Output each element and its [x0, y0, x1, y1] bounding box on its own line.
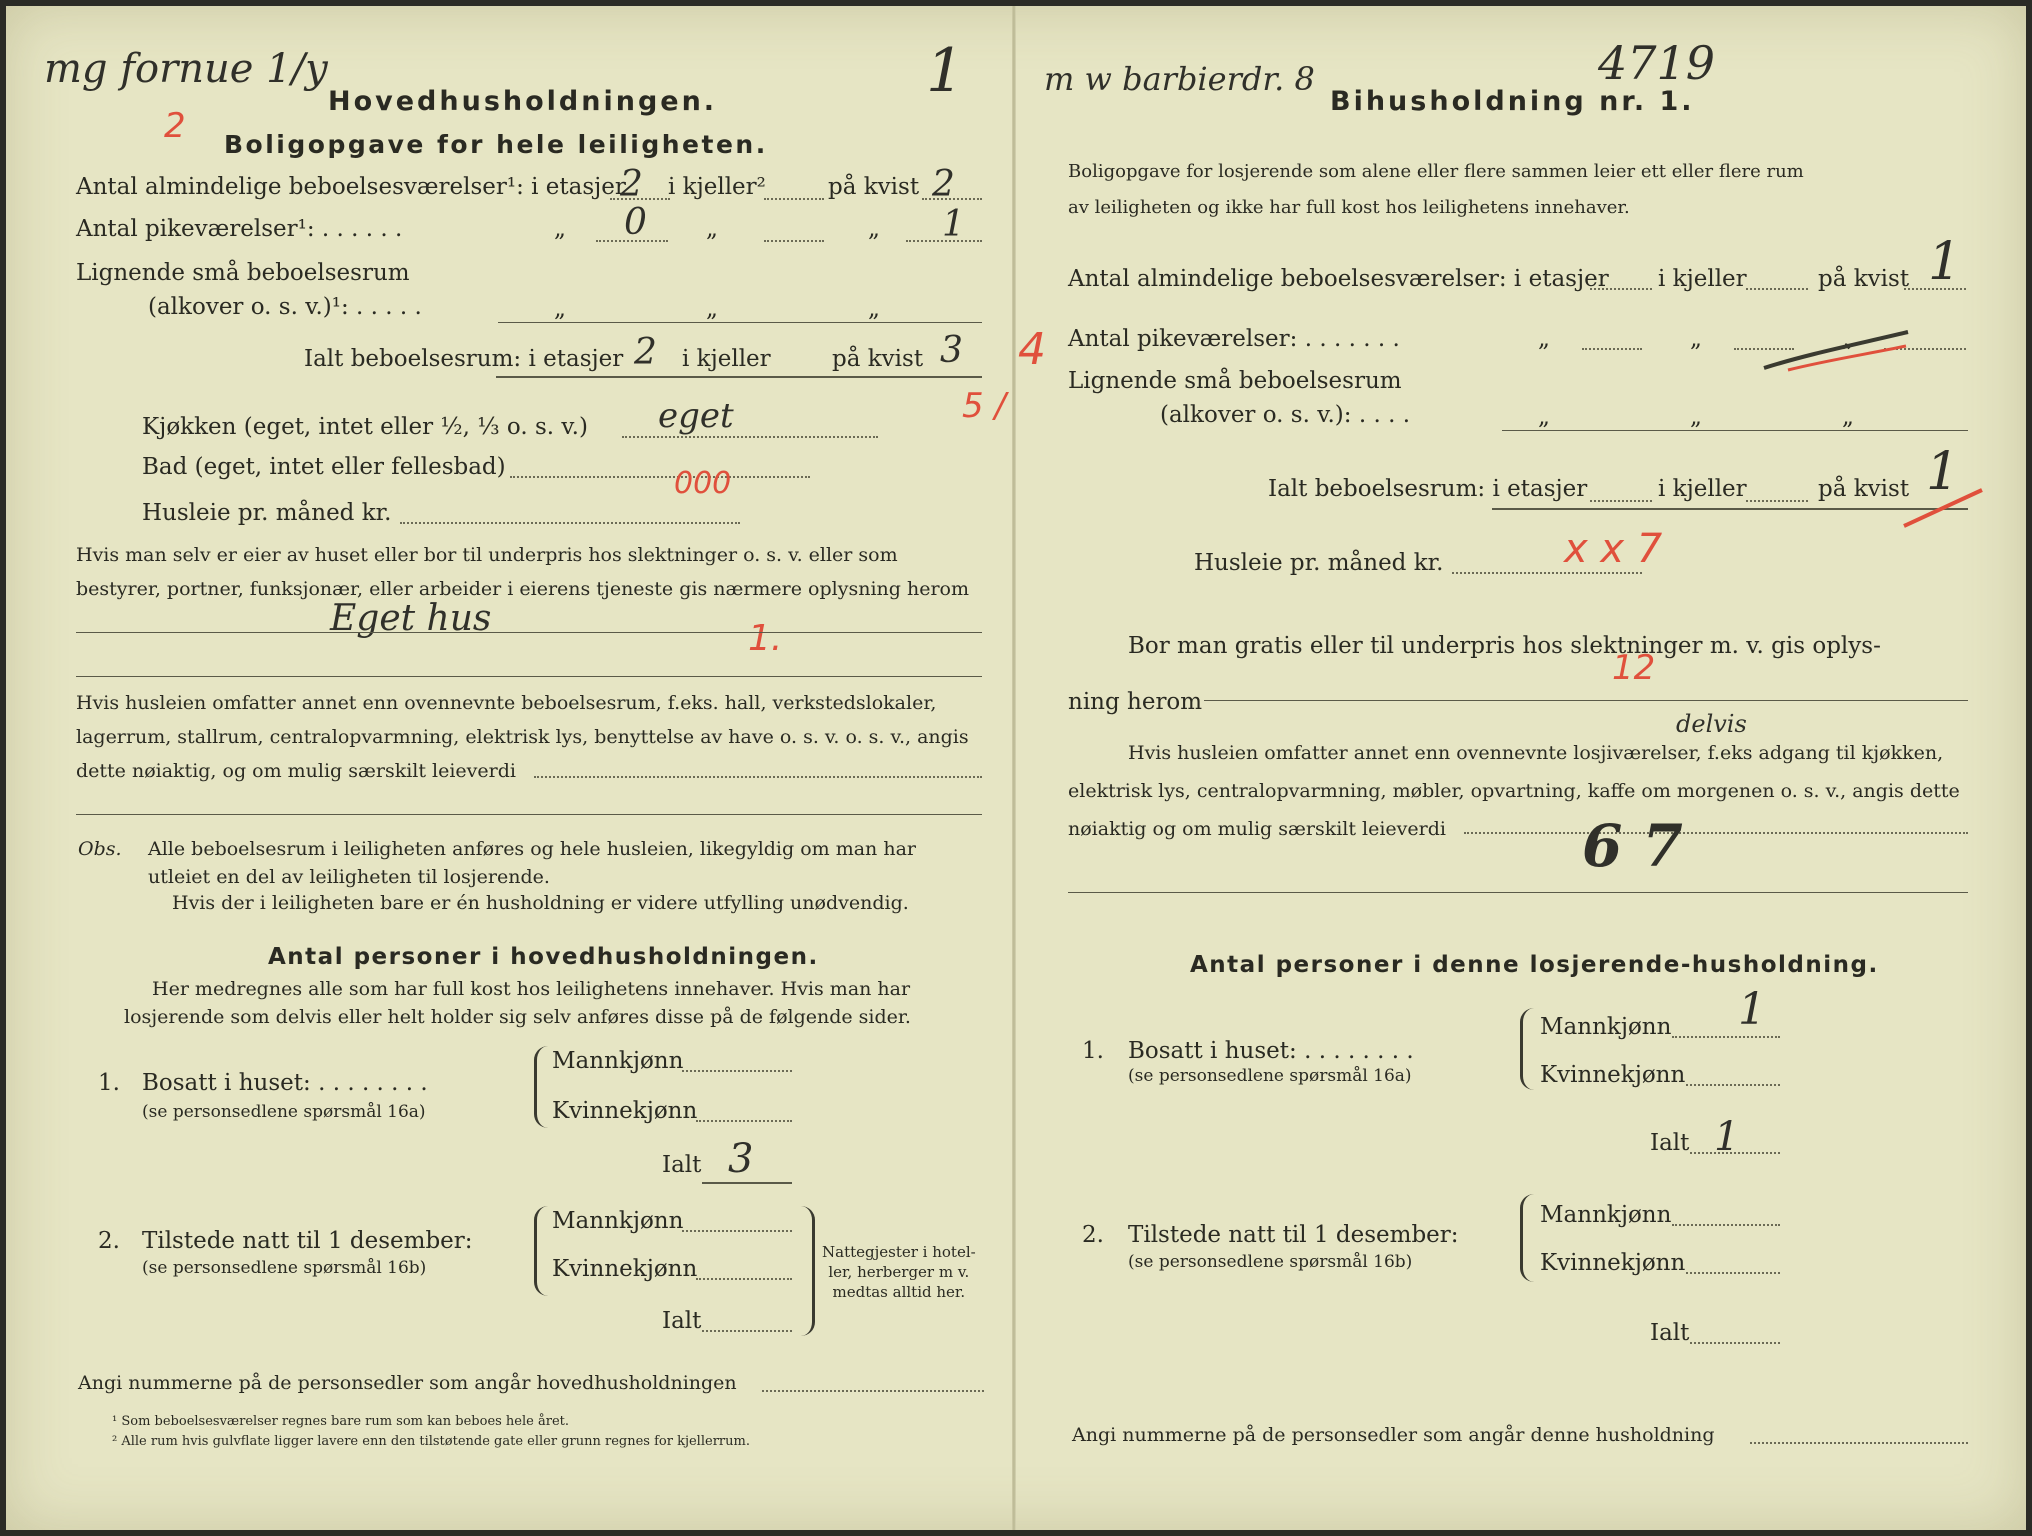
persons-title: Antal personer i hovedhusholdningen. [268, 944, 819, 970]
label-bad: Bad (eget, intet eller fellesbad) [142, 454, 506, 480]
obs-line: Hvis der i leiligheten bare er én husholdning er videre utfylling unødvendig. [172, 892, 909, 914]
field-omfatter-line2[interactable] [1068, 892, 1968, 893]
quote-mark: „ [554, 216, 566, 242]
value-husleie-red: 000 [674, 466, 732, 501]
field-husleie[interactable] [400, 522, 740, 524]
census-form-sheet [6, 6, 2026, 1530]
quote-mark: „ [1538, 404, 1550, 430]
obs-line: Alle beboelsesrum i leiligheten anføres og hele husleien, likegyldig om man har [148, 838, 916, 860]
field-ialt-kjeller[interactable] [1746, 500, 1808, 502]
field-pike-etasjer[interactable] [1582, 348, 1642, 350]
label-alm-kvist: på kvist [828, 174, 920, 200]
field-q2-ialt[interactable] [702, 1330, 792, 1332]
value-omfatter-ink: 6 7 [1582, 812, 1683, 880]
label-kvinne: Kvinnekjønn [552, 1098, 698, 1124]
field-q1-mann[interactable] [1672, 1036, 1780, 1038]
label-alkover: (alkover o. s. v.)¹: . . . . . [148, 294, 422, 320]
label-ialt-rooms: Ialt beboelsesrum: i etasjer [304, 346, 624, 372]
label-ialt: Ialt [1650, 1320, 1690, 1346]
field-ialt-underline[interactable] [496, 376, 982, 378]
label-alm-kvist: på kvist [1818, 266, 1910, 292]
paragraph-line: Hvis husleien omfatter annet enn ovennevnte beboelsesrum, f.eks. hall, verkstedslokaler, [76, 692, 937, 714]
q2-number: 2. [1082, 1222, 1104, 1248]
persons-title: Antal personer i denne losjerende-husholdning. [1190, 952, 1879, 978]
q2-label: Tilstede natt til 1 desember: [1128, 1222, 1459, 1248]
page-fold [1012, 6, 1016, 1530]
left-page [6, 6, 1046, 1530]
paragraph-line: av leiligheten og ikke har full kost hos leilighetens innehaver. [1068, 197, 1630, 218]
page-subtitle: Boligopgave for hele leiligheten. [224, 130, 768, 159]
value-alm-kvist: 1 [1928, 232, 1962, 292]
red-strike-icon [1898, 482, 1988, 532]
field-ialt-underline[interactable] [1492, 508, 1968, 510]
quote-mark: „ [706, 296, 718, 322]
label-ialt-kvist: på kvist [832, 346, 924, 372]
label-kvinne: Kvinnekjønn [552, 1256, 698, 1282]
quote-mark: „ [868, 296, 880, 322]
strike-mark-icon [1758, 324, 1918, 380]
field-kjokken[interactable] [622, 436, 878, 438]
field-omfatter[interactable] [534, 776, 982, 778]
label-ialt-kjeller: i kjeller [1658, 476, 1747, 502]
margin-note: mg fornue 1/y [44, 46, 328, 92]
paragraph-line: Boligopgave for losjerende som alene eller flere sammen leier ett eller flere rum [1068, 161, 1804, 182]
paragraph-line: Bor man gratis eller til underpris hos slektninger m. v. gis oplys- [1128, 633, 1881, 659]
field-alm-kjeller[interactable] [764, 198, 824, 200]
brace [534, 1046, 551, 1128]
quote-mark: „ [1842, 404, 1854, 430]
label-pike-rooms: Antal pikeværelser: . . . . . . . [1068, 326, 1400, 352]
value-kjokken: eget [658, 396, 734, 436]
nattegjester-note [822, 1242, 976, 1302]
paragraph-eier [76, 538, 982, 606]
label-alm-kjeller: i kjeller² [668, 174, 766, 200]
field-angi[interactable] [762, 1390, 984, 1392]
field-omfatter-line2[interactable] [76, 814, 982, 815]
field-pike-kjeller[interactable] [764, 240, 824, 242]
quote-mark: „ [1690, 326, 1702, 352]
paragraph-line: elektrisk lys, centralopvarmning, møbler, opvartning, kaffe om morgenen o. s. v., angis dette [1068, 780, 1960, 802]
field-q2-mann[interactable] [1672, 1224, 1780, 1226]
q2-sub: (se personsedlene spørsmål 16b) [1128, 1252, 1413, 1272]
persons-note-line: Her medregnes alle som har full kost hos leilighetens innehaver. Hvis man har [152, 978, 911, 1000]
paragraph-line: lagerrum, stallrum, centralopvarmning, elektrisk lys, benyttelse av have o. s. v. o. s. v., angis [76, 726, 969, 748]
label-ialt-kvist: på kvist [1818, 476, 1910, 502]
red-side-mark: 5 / [962, 386, 1006, 426]
value-ialt-kvist: 1 [1926, 442, 1960, 502]
field-q2-kvinne[interactable] [1686, 1272, 1780, 1274]
label-mann: Mannkjønn [1540, 1014, 1672, 1040]
label-ialt: Ialt [662, 1152, 702, 1178]
quote-mark: „ [706, 216, 718, 242]
value-ialt-etasjer: 2 [634, 332, 657, 373]
value-gratis-red: 12 [1612, 648, 1656, 688]
label-alm-rooms: Antal almindelige beboelsesværelser: i etasjer [1068, 266, 1609, 292]
paragraph-line: Hvis man selv er eier av huset eller bor til underpris hos slektninger o. s. v. eller som [76, 544, 898, 566]
field-angi[interactable] [1750, 1442, 1968, 1444]
household-number: 4719 [1598, 36, 1716, 90]
q1-number: 1. [1082, 1038, 1104, 1064]
household-number: 1 [926, 36, 965, 106]
label-pike-rooms: Antal pikeværelser¹: . . . . . . [76, 216, 403, 242]
field-alm-etasjer[interactable] [1590, 288, 1652, 290]
footnote-2: ² Alle rum hvis gulvflate ligger lavere enn den tilstøtende gate eller grunn regnes for kjellerrum. [112, 1434, 750, 1449]
paragraph-line: nøiaktig og om mulig særskilt leieverdi [1068, 818, 1446, 840]
label-mann: Mannkjønn [552, 1048, 684, 1074]
value-alm-kvist: 2 [932, 164, 955, 205]
field-lignende[interactable] [1502, 430, 1968, 431]
field-q1-kvinne[interactable] [696, 1120, 792, 1122]
field-gratis[interactable] [1204, 700, 1968, 701]
value-eier: Eget hus [330, 598, 492, 639]
angi-label: Angi nummerne på de personsedler som angår hovedhusholdningen [78, 1372, 737, 1394]
label-lignende: Lignende små beboelsesrum [1068, 368, 1402, 394]
label-alkover: (alkover o. s. v.): . . . . [1160, 402, 1411, 428]
label-mann: Mannkjønn [552, 1208, 684, 1234]
field-eier-line2[interactable] [76, 676, 982, 677]
label-husleie: Husleie pr. måned kr. [1194, 550, 1444, 576]
page-title: Bihusholdning nr. 1. [1330, 86, 1695, 117]
field-eier-line1[interactable] [76, 632, 982, 633]
value-pike-etasjer: 0 [624, 202, 647, 243]
page-title: Hovedhusholdningen. [328, 86, 718, 117]
field-q2-ialt[interactable] [1690, 1342, 1780, 1344]
quote-mark: „ [1690, 404, 1702, 430]
obs-line: utleiet en del av leiligheten til losjerende. [148, 866, 550, 888]
quote-mark: „ [1538, 326, 1550, 352]
field-husleie[interactable] [1452, 572, 1642, 574]
label-alm-kjeller: i kjeller [1658, 266, 1747, 292]
paragraph-omfatter [1068, 734, 1968, 848]
label-kjokken: Kjøkken (eget, intet eller ½, ⅓ o. s. v.) [142, 414, 588, 440]
label-lignende: Lignende små beboelsesrum [76, 260, 410, 286]
label-mann: Mannkjønn [1540, 1202, 1672, 1228]
paragraph-line: bestyrer, portner, funksjonær, eller arbeider i eierens tjeneste gis nærmere oplysning herom [76, 578, 969, 600]
brace [798, 1206, 815, 1336]
paragraph-line: dette nøiaktig, og om mulig særskilt leieverdi [76, 760, 516, 782]
quote-mark: „ [554, 296, 566, 322]
right-page [1018, 6, 2026, 1530]
label-ialt-rooms: Ialt beboelsesrum: i etasjer [1268, 476, 1588, 502]
q2-label: Tilstede natt til 1 desember: [142, 1228, 473, 1254]
label-ialt: Ialt [1650, 1130, 1690, 1156]
value-alm-etasjer: 2 [620, 164, 643, 205]
value-husleie-red: x x 7 [1564, 526, 1663, 572]
angi-label: Angi nummerne på de personsedler som angår denne husholdning [1072, 1424, 1715, 1446]
footnote-1: ¹ Som beboelsesværelser regnes bare rum som kan beboes hele året. [112, 1414, 569, 1429]
quote-mark: „ [868, 216, 880, 242]
q2-sub: (se personsedlene spørsmål 16b) [142, 1258, 427, 1278]
q2-number: 2. [98, 1228, 120, 1254]
persons-note-line: losjerende som delvis eller helt holder sig selv anføres disse på de følgende sider. [124, 1006, 911, 1028]
label-kvinne: Kvinnekjønn [1540, 1062, 1686, 1088]
field-ialt-etasjer[interactable] [1590, 500, 1652, 502]
label-ialt: Ialt [662, 1308, 702, 1334]
paragraph-line: ning herom [1068, 689, 1203, 715]
label-ialt-kjeller: i kjeller [682, 346, 771, 372]
value-pike-kvist: 1 [942, 204, 965, 245]
value-eier-red: 1. [748, 618, 783, 659]
field-q2-mann[interactable] [682, 1230, 792, 1232]
obs-label: Obs. [78, 838, 122, 860]
note-line: Nattegjester i hotel- [822, 1243, 976, 1261]
field-bad[interactable] [510, 476, 810, 478]
value-q1-ialt: 1 [1714, 1114, 1740, 1160]
red-mark: 2 [164, 106, 186, 146]
value-q1-mann: 1 [1738, 984, 1766, 1035]
label-kvinne: Kvinnekjønn [1540, 1250, 1686, 1276]
q1-sub: (se personsedlene spørsmål 16a) [142, 1102, 426, 1122]
q1-number: 1. [98, 1070, 120, 1096]
brace [1520, 1194, 1537, 1282]
field-q1-kvinne[interactable] [1686, 1084, 1780, 1086]
q1-label: Bosatt i huset: . . . . . . . . [142, 1070, 428, 1096]
field-q1-mann[interactable] [682, 1070, 792, 1072]
value-q1-ialt: 3 [728, 1136, 754, 1182]
label-alm-rooms: Antal almindelige beboelsesværelser¹: i etasjer [76, 174, 626, 200]
brace [1520, 1008, 1537, 1090]
q1-sub: (se personsedlene spørsmål 16a) [1128, 1066, 1412, 1086]
value-omfatter: delvis [1676, 710, 1747, 738]
field-omfatter[interactable] [1464, 832, 1968, 834]
field-q2-kvinne[interactable] [696, 1278, 792, 1280]
note-line: medtas alltid her. [832, 1283, 966, 1301]
note-line: ler, herberger m v. [828, 1263, 970, 1281]
quote-mark: „ [1842, 326, 1854, 352]
intro-paragraph [1068, 154, 1968, 226]
value-ialt-kvist: 3 [940, 330, 963, 371]
red-side-mark: 4 [1018, 324, 1046, 375]
paragraph-gratis [1068, 618, 1968, 730]
field-q1-ialt[interactable] [702, 1182, 792, 1184]
field-alm-kjeller[interactable] [1746, 288, 1808, 290]
label-husleie: Husleie pr. måned kr. [142, 500, 392, 526]
margin-note: m w barbierdr. 8 [1044, 60, 1315, 98]
field-lignende[interactable] [498, 322, 982, 323]
q1-label: Bosatt i huset: . . . . . . . . [1128, 1038, 1414, 1064]
paragraph-omfatter [76, 686, 982, 788]
brace [534, 1206, 551, 1296]
paragraph-line: Hvis husleien omfatter annet enn ovennevnte losjiværelser, f.eks adgang til kjøkken, [1128, 742, 1944, 764]
